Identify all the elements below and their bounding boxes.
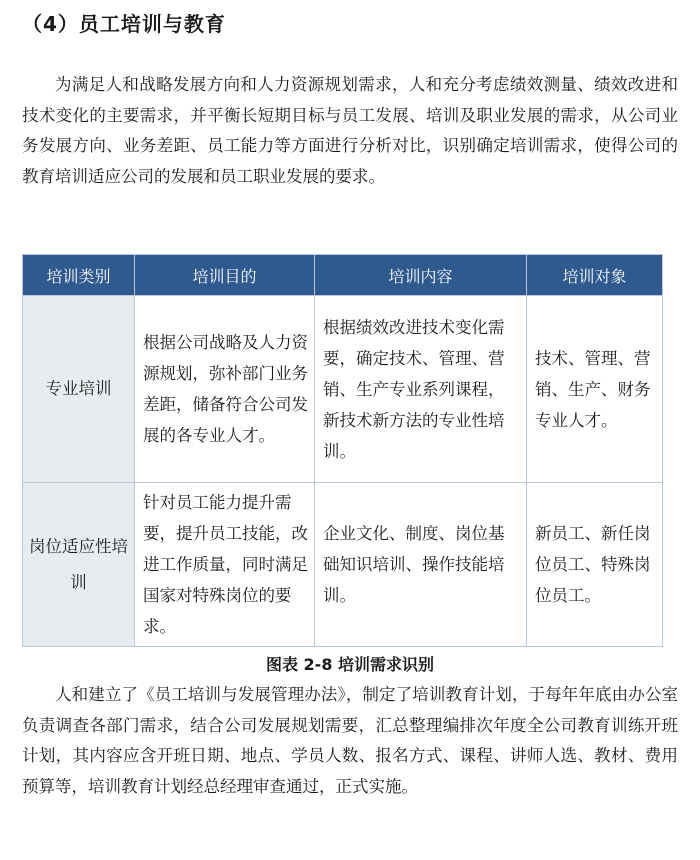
header-purpose: 培训目的	[135, 255, 315, 296]
table-row	[23, 296, 663, 483]
row-category: 专业培训	[23, 296, 135, 483]
header-category: 培训类别	[23, 255, 135, 296]
intro-paragraph: 为满足人和战略发展方向和人力资源规划需求，人和充分考虑绩效测量、绩效改进和技术变化的主要需求，并平衡长短期目标与员工发展、培训及职业发展的需求，从公司业务发展方向、业务差距、员工能力等方面进行分析对比，识别确定培训需求，使得公司的教育培训适应公司的发展和员工职业发展的要求。	[22, 75, 678, 186]
training-needs-table	[22, 254, 663, 647]
row-target: 技术、管理、营销、生产、财务专业人才。	[527, 296, 663, 483]
header-target: 培训对象	[527, 255, 663, 296]
row-purpose: 根据公司战略及人力资源规划，弥补部门业务差距，储备符合公司发展的各专业人才。	[135, 296, 315, 483]
row-category: 岗位适应性培训	[23, 483, 135, 647]
section-heading: （4）员工培训与教育	[22, 12, 226, 36]
row-content: 企业文化、制度、岗位基础知识培训、操作技能培训。	[315, 483, 527, 647]
row-purpose: 针对员工能力提升需要，提升员工技能，改进工作质量，同时满足国家对特殊岗位的要求。	[135, 483, 315, 647]
table-caption: 图表 2-8 培训需求识别	[265, 655, 435, 674]
table-header-row	[23, 255, 663, 296]
row-content: 根据绩效改进技术变化需要，确定技术、管理、营销、生产专业系列课程，新技术新方法的专业性培训。	[315, 296, 527, 483]
table-row	[23, 483, 663, 647]
header-content: 培训内容	[315, 255, 527, 296]
row-target: 新员工、新任岗位员工、特殊岗位员工。	[527, 483, 663, 647]
closing-paragraph: 人和建立了《员工培训与发展管理办法》，制定了培训教育计划，于每年年底由办公室负责调查各部门需求，结合公司发展规划需要，汇总整理编排次年度全公司教育训练开班计划，其内容应含开班日期、地点、学员人数、报名方式、课程、讲师人选、教材、费用预算等，培训教育计划经总经理审查通过，正式实施。	[22, 685, 678, 796]
